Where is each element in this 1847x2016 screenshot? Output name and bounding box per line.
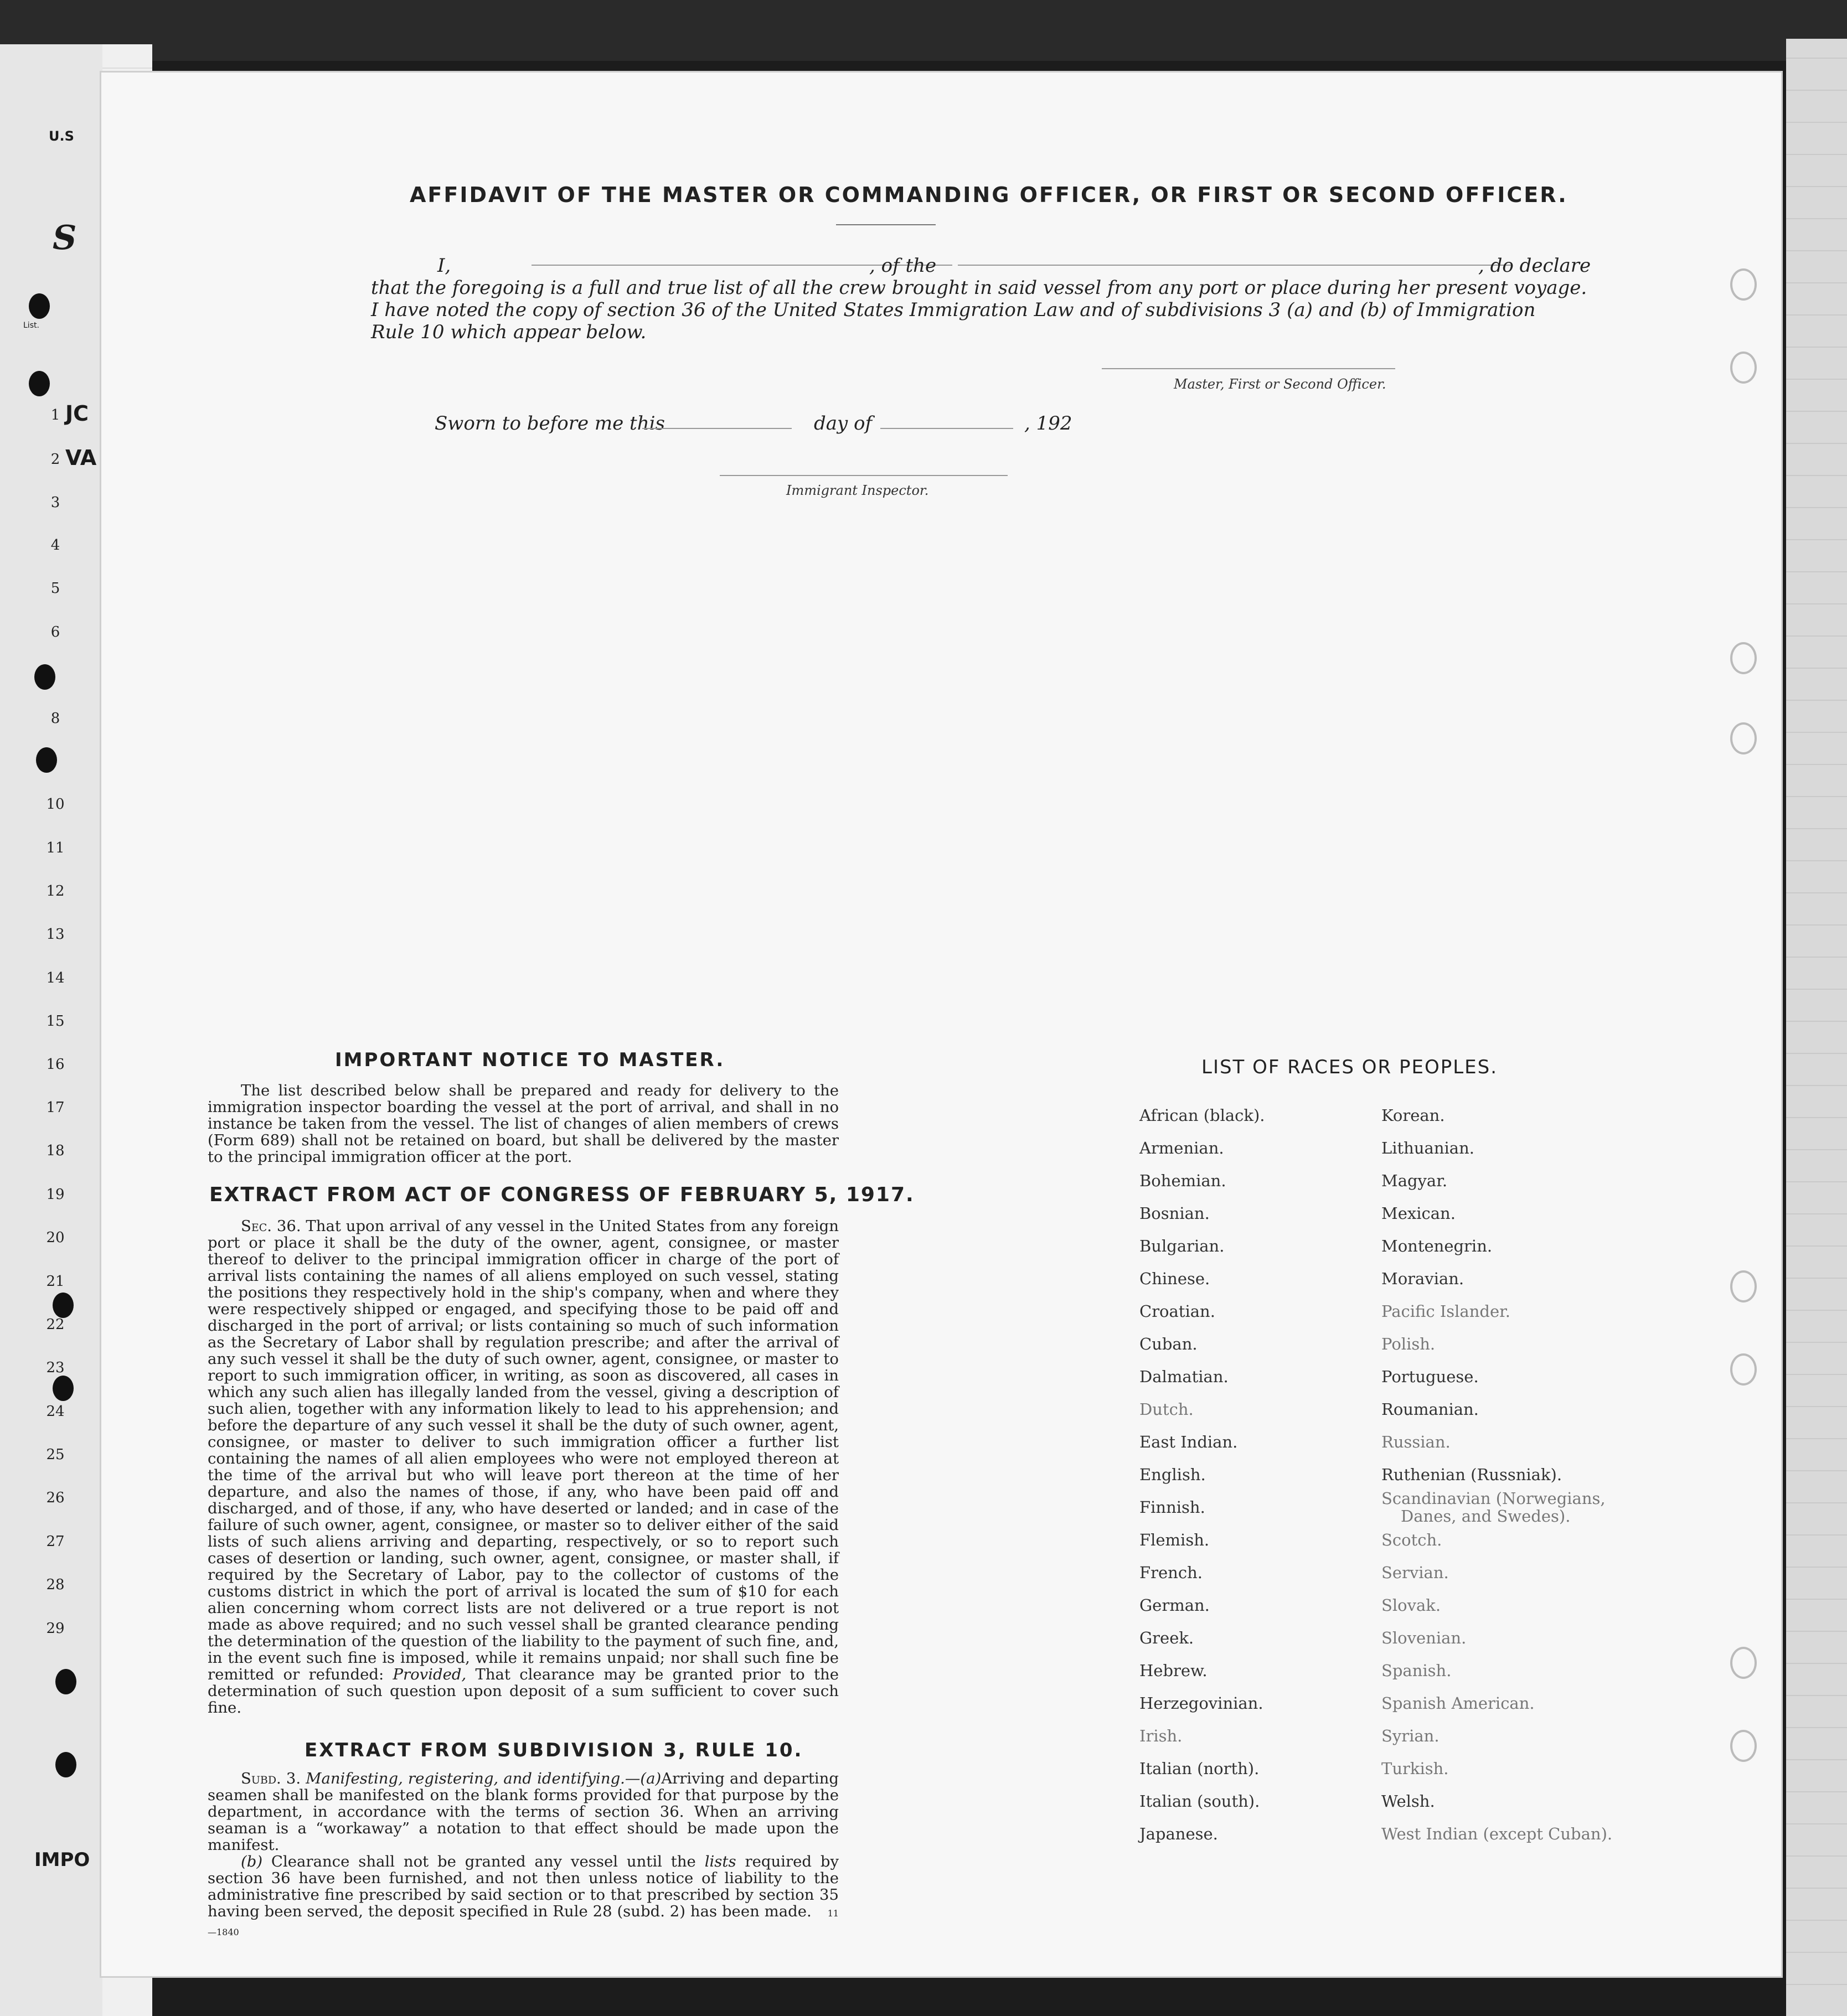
row-number: 21 [46, 1273, 65, 1290]
race-left: Italian (south). [1139, 1792, 1260, 1811]
race-right: Scandinavian (Norwegians, [1381, 1489, 1606, 1508]
extract-rule-title: EXTRACT FROM SUBDIVISION 3, RULE 10. [305, 1739, 803, 1761]
race-right: Turkish. [1381, 1759, 1449, 1778]
sworn-year: , 192 [1024, 412, 1072, 435]
binder-ring-hole [1730, 1270, 1757, 1302]
subd-a-body: Arriving and departing seamen shall be manifested on the blank forms provided for that purpose by the department, in accordance with the terms of section 36. When an arriving seaman is a “workaway” a notation to that effect should be made upon the manifest. [208, 1770, 839, 1854]
notice-text: The list described below shall be prepared and ready for delivery to the immigration inspector boarding the vessel at the port of arrival, and shall in no instance be taken from the vessel. The list of changes of alien members of crews (Form 689) shall not be retained on board, but shall be delivered by the master to the principal immigration officer at the port. [208, 1082, 839, 1166]
binder-ring-hole [1730, 1647, 1757, 1679]
row-number: 28 [46, 1576, 65, 1593]
row-number: 17 [46, 1099, 65, 1116]
margin-fragment-us: U.S [49, 128, 74, 144]
punch-hole [53, 1293, 74, 1318]
row-number: 1 [50, 407, 60, 423]
race-left: German. [1139, 1596, 1210, 1615]
form-number: 11—1840 [208, 1908, 839, 1937]
affidavit-title: AFFIDAVIT OF THE MASTER OR COMMANDING OFFICER, OR FIRST OR SECOND OFFICER. [410, 183, 1568, 207]
punch-hole [36, 747, 57, 773]
row-number: 8 [50, 710, 60, 727]
row-number: 25 [46, 1446, 65, 1463]
affidavit-of-the: , of the [869, 255, 937, 277]
row-number: 24 [46, 1403, 65, 1420]
punch-hole [53, 1376, 74, 1401]
sec-36-text: That upon arrival of any vessel in the United States from any foreign port or place it shall be the duty of the owner, agent, consignee, or master thereof to deliver to the principal immigration officer in charge of the port of arrival lists containing the names of all aliens employed on such vessel, stating the positions they respectively hold in the ship's company, when and where they were respectively shipped or engaged, and specifying those to be paid off and discharged in the port of arrival; or lists containing so much of such information as the Secretary of Labor shall by regulation prescribe; and after the arrival of any such vessel it shall be the duty of such owner, agent, consignee, or master to report to such immigration officer, in writing, as soon as discovered, all cases in which any such alien has illegally landed from the vessel, giving a description of such alien, together with any information likely to lead to his apprehension; and before the departure of any such vessel it shall be the duty of such owner, agent, consignee, or master to deliver to such immigration officer a further list containing the names of all alien employees who were not employed thereon at the time of the arrival but who will leave port thereon at the time of her departure, and also the names of those, if any, who have been paid off and discharged, and of those, if any, who have deserted or landed; and in case of the failure of such owner, agent, consignee, or master so to deliver either of the said lists of such aliens arriving and departing, respectively, or so to report such cases of desertion or landing, such owner, agent, consignee, or master shall, if required by the Secretary of Labor, pay to the collector of customs of the customs district in which the port of arrival is located the sum of $10 for each alien concerning whom correct lists are not delivered or a true report is not made as above required; and no such vessel shall be granted clearance pending the determination of the question of the liability to the payment of such fine, and, in the event such fine is imposed, while it remains unpaid; nor shall such fine be remitted or refunded: [208, 1217, 839, 1683]
sec-36-text-end: That clearance may be granted prior to the determination of such question upon deposit of a sum sufficient to cover such fine. [208, 1666, 839, 1717]
subd-b-text [208, 1853, 839, 1941]
officer-signature-label: Master, First or Second Officer. [1174, 376, 1386, 392]
row-number: 27 [46, 1533, 65, 1550]
race-right: Russian. [1381, 1433, 1451, 1451]
row-number: 4 [50, 537, 60, 554]
race-right: Roumanian. [1381, 1400, 1479, 1419]
underlying-page-left [0, 44, 116, 2016]
race-left: Dutch. [1139, 1400, 1194, 1419]
race-left: Cuban. [1139, 1335, 1198, 1353]
race-right: Slovak. [1381, 1596, 1441, 1615]
affidavit-do-declare: , do declare [1478, 255, 1591, 277]
affidavit-line-3: I have noted the copy of section 36 of the United States Immigration Law and of subdivisions 3 (a) and (b) of Immigration [371, 299, 1536, 321]
race-right: Servian. [1381, 1563, 1449, 1582]
notice-title: IMPORTANT NOTICE TO MASTER. [335, 1049, 725, 1071]
race-right: Polish. [1381, 1335, 1436, 1353]
vessel-field[interactable] [958, 265, 1511, 266]
sworn-month-field[interactable] [880, 428, 1013, 429]
row-number: 19 [46, 1186, 65, 1203]
row-number: 23 [46, 1359, 65, 1376]
extract-act-block [208, 1218, 839, 1716]
row-number: 3 [50, 494, 60, 511]
binder-ring-hole [1730, 1353, 1757, 1386]
row-number: 10 [46, 796, 65, 813]
row-number: 26 [46, 1490, 65, 1506]
affidavit-line-4: Rule 10 which appear below. [371, 321, 647, 343]
race-left: Irish. [1139, 1726, 1183, 1745]
race-right: Mexican. [1381, 1204, 1456, 1223]
row-number: 2 [50, 451, 60, 468]
race-right: Moravian. [1381, 1269, 1464, 1288]
row-number: 16 [46, 1056, 65, 1073]
race-right: Pacific Islander. [1381, 1302, 1511, 1321]
sworn-day-of: day of [814, 412, 873, 435]
affidavit-line-2: that the foregoing is a full and true list of all the crew brought in said vessel from any port or place during her present voyage. [371, 277, 1587, 299]
extract-rule-block [208, 1770, 839, 1941]
race-left: Herzegovinian. [1139, 1694, 1263, 1713]
punch-hole [29, 293, 50, 319]
race-right: Korean. [1381, 1106, 1445, 1125]
binder-ring-hole [1730, 268, 1757, 301]
affidavit-i: I, [437, 255, 451, 277]
race-right: Slovenian. [1381, 1629, 1467, 1647]
race-right: Scotch. [1381, 1531, 1442, 1549]
subd-b-label: (b) [241, 1853, 263, 1870]
row-number: 12 [46, 883, 65, 900]
race-right: Portuguese. [1381, 1367, 1479, 1386]
row-number: 20 [46, 1229, 65, 1246]
punch-hole [55, 1752, 76, 1777]
row-number: 6 [50, 624, 60, 640]
race-left: Hebrew. [1139, 1661, 1208, 1680]
row-number: 15 [46, 1013, 65, 1030]
row-number: 11 [46, 840, 65, 856]
notice-block [208, 1082, 839, 1165]
row-number: 18 [46, 1143, 65, 1159]
race-left: Chinese. [1139, 1269, 1210, 1288]
row-number: 5 [50, 580, 60, 597]
race-left: Greek. [1139, 1629, 1194, 1647]
margin-fragment-list: List. [23, 321, 39, 330]
race-left: African (black). [1139, 1106, 1265, 1125]
race-right: Welsh. [1381, 1792, 1435, 1811]
scanner-top-edge [0, 0, 1847, 61]
underlying-page-right [1786, 39, 1847, 2016]
punch-hole [55, 1669, 76, 1694]
race-left: French. [1139, 1563, 1203, 1582]
race-left: Dalmatian. [1139, 1367, 1229, 1386]
row-number: 13 [46, 926, 65, 943]
race-left: Bulgarian. [1139, 1237, 1225, 1255]
subd-b-lists: lists [704, 1853, 736, 1870]
subd-a-text [208, 1770, 839, 1853]
margin-fragment-r2: VA [65, 446, 97, 470]
race-left: Armenian. [1139, 1139, 1224, 1157]
extract-act-title: EXTRACT FROM ACT OF CONGRESS OF FEBRUARY 5, 1917. [209, 1183, 915, 1206]
sec-label: Sec. 36. [241, 1217, 301, 1235]
race-right: Danes, and Swedes). [1401, 1507, 1571, 1526]
row-number: 14 [46, 970, 65, 986]
extract-act-text [208, 1218, 839, 1716]
race-left: Bohemian. [1139, 1171, 1226, 1190]
margin-fragment-bottom: IMPO [34, 1849, 90, 1871]
inspector-signature-line[interactable] [720, 475, 1008, 476]
provided-word: Provided, [393, 1666, 467, 1683]
row-number: 29 [46, 1620, 65, 1637]
binder-ring-hole [1730, 642, 1757, 674]
binder-ring-hole [1730, 722, 1757, 754]
race-left: Croatian. [1139, 1302, 1215, 1321]
race-right: West Indian (except Cuban). [1381, 1824, 1613, 1843]
officer-signature-line[interactable] [1102, 368, 1395, 369]
subd-b-body-2: required by section 36 have been furnished, and not then unless notice of liability to the administrative fine prescribed by said section or to that prescribed by section 35 having been served, the deposit specified in Rule 28 (subd. 2) has been made. [208, 1853, 839, 1920]
margin-fragment-letter: S [53, 219, 77, 257]
race-left: Italian (north). [1139, 1759, 1260, 1778]
race-right: Montenegrin. [1381, 1237, 1493, 1255]
race-left: East Indian. [1139, 1433, 1238, 1451]
race-right: Spanish. [1381, 1661, 1452, 1680]
races-title: LIST OF RACES OR PEOPLES. [1201, 1056, 1498, 1078]
subd-heading: Manifesting, registering, and identifying.—(a) [306, 1770, 662, 1787]
inspector-signature-label: Immigrant Inspector. [786, 483, 929, 498]
margin-fragment-r1: JC [65, 401, 89, 426]
sworn-day-field[interactable] [642, 428, 792, 429]
binder-ring-hole [1730, 351, 1757, 384]
punch-hole [34, 664, 55, 690]
race-left: Bosnian. [1139, 1204, 1210, 1223]
race-left: English. [1139, 1465, 1206, 1484]
race-left: Finnish. [1139, 1498, 1205, 1517]
race-left: Flemish. [1139, 1531, 1210, 1549]
race-right: Magyar. [1381, 1171, 1448, 1190]
row-number: 22 [46, 1316, 65, 1333]
subd-b-body-1: Clearance shall not be granted any vessel until the [271, 1853, 696, 1870]
race-right: Syrian. [1381, 1726, 1440, 1745]
title-rule [836, 224, 936, 225]
punch-hole [29, 371, 50, 396]
race-left: Japanese. [1139, 1824, 1218, 1843]
race-right: Lithuanian. [1381, 1139, 1474, 1157]
race-right: Ruthenian (Russniak). [1381, 1465, 1562, 1484]
binder-ring-hole [1730, 1730, 1757, 1762]
race-right: Spanish American. [1381, 1694, 1535, 1713]
sworn-text: Sworn to before me this [435, 412, 665, 435]
subd-label: Subd. 3. [241, 1770, 301, 1787]
